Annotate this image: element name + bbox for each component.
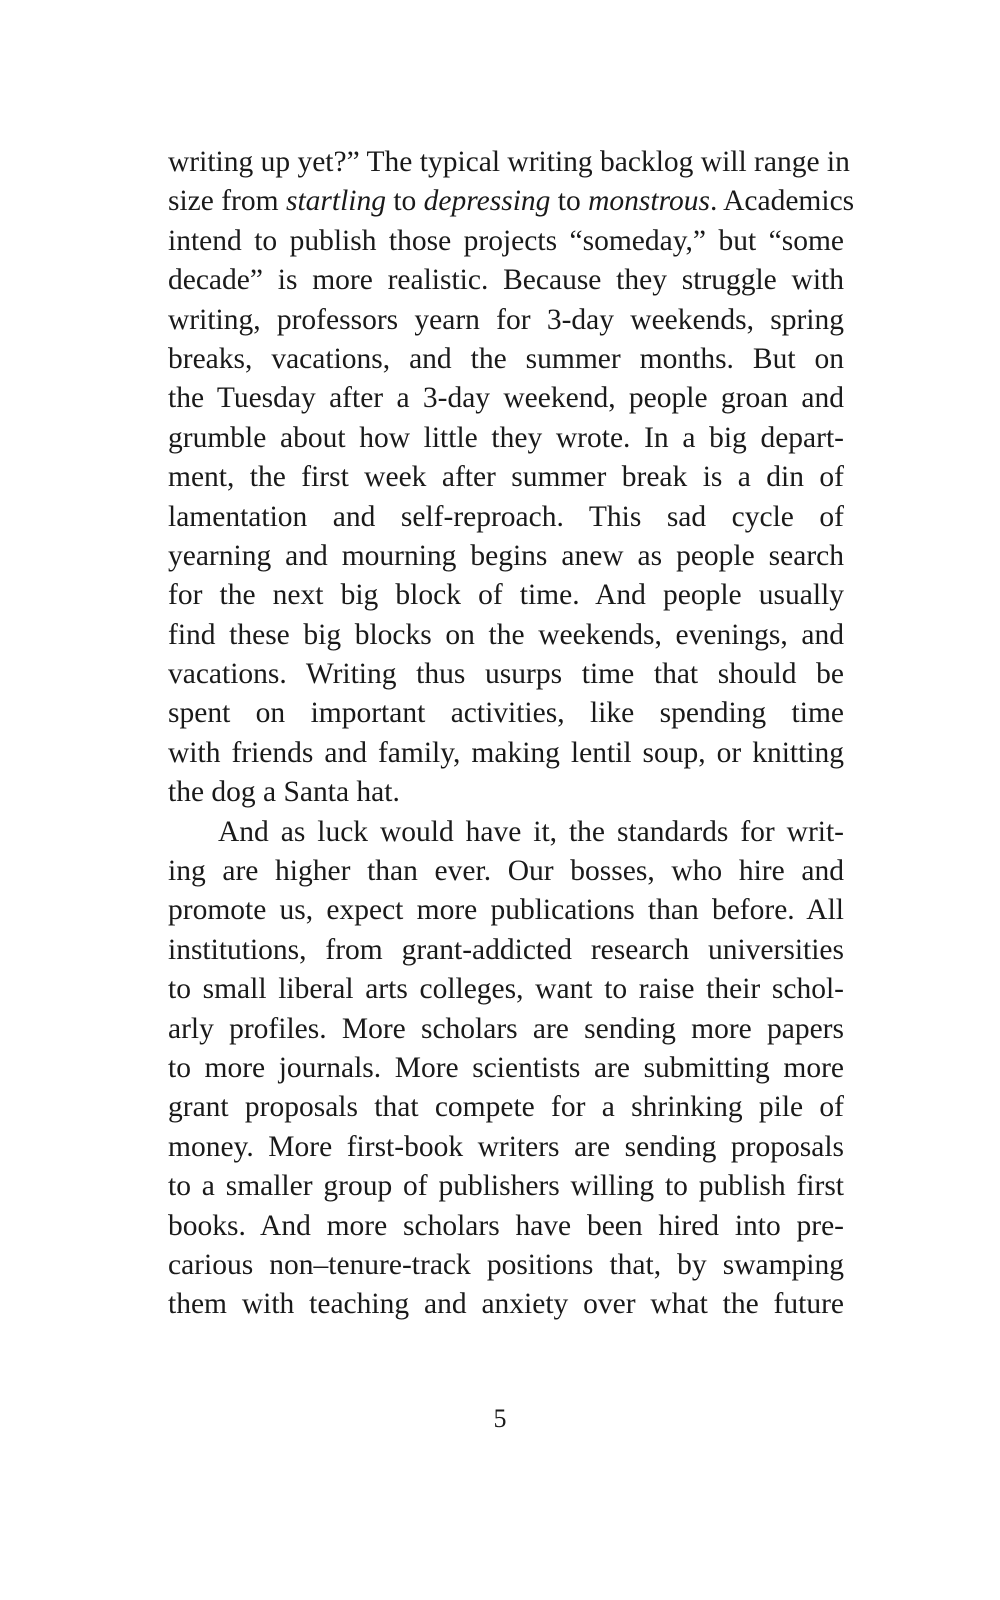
text-line: breaks, vacations, and the summer months. But on — [168, 342, 844, 375]
text-line: books. And more scholars have been hired into pre- — [168, 1209, 844, 1242]
paragraph-1 — [168, 143, 855, 813]
text-line: ing are higher than ever. Our bosses, who hire and — [168, 855, 844, 888]
text-line: writing, professors yearn for 3-day weekends, spring — [168, 303, 844, 336]
text-line-with-italics: size from startling to depressing to monstrous. Academics — [168, 185, 855, 218]
text-line: And as luck would have it, the standards for writ- — [218, 815, 844, 848]
text-line: grumble about how little they wrote. In a big depart- — [168, 421, 844, 454]
text-line: grant proposals that compete for a shrinking pile of — [168, 1091, 844, 1124]
text-line: vacations. Writing thus usurps time that should be — [168, 658, 844, 691]
text-line: to small liberal arts colleges, want to raise their schol- — [168, 973, 844, 1006]
text-line: to more journals. More scientists are submitting more — [168, 1051, 844, 1084]
page-number: 5 — [493, 1404, 507, 1433]
text-line: ment, the first week after summer break is a din of — [168, 461, 844, 494]
text-line: for the next big block of time. And people usually — [168, 579, 844, 612]
italic-word-monstrous: monstrous — [588, 185, 710, 218]
italic-word-startling: startling — [285, 185, 386, 218]
text-line: yearning and mourning begins anew as people search — [168, 539, 844, 572]
text-line: spent on important activities, like spending time — [168, 697, 844, 730]
text-line: find these big blocks on the weekends, evenings, and — [168, 618, 844, 651]
text-line: lamentation and self-reproach. This sad cycle of — [168, 500, 844, 533]
text-line: carious non–tenure-track positions that, by swamping — [168, 1248, 844, 1281]
text-line: promote us, expect more publications than before. All — [168, 894, 844, 927]
paragraph-2 — [168, 813, 844, 1325]
text-line: intend to publish those projects “someday,” but “some — [168, 224, 844, 257]
text-line: writing up yet?” The typical writing backlog will range in — [168, 146, 850, 178]
text-line: decade” is more realistic. Because they struggle with — [168, 264, 844, 297]
body-text — [168, 143, 855, 1325]
text-line: arly profiles. More scholars are sending more papers — [168, 1012, 844, 1045]
italic-word-depressing: depressing — [423, 185, 551, 218]
text-line: institutions, from grant-addicted research universities — [168, 933, 844, 966]
text-line: with friends and family, making lentil soup, or knitting — [168, 736, 844, 769]
text-line: to a smaller group of publishers willing to publish first — [168, 1170, 844, 1203]
text-line: money. More first-book writers are sending proposals — [168, 1130, 844, 1163]
text-line: the Tuesday after a 3-day weekend, people groan and — [168, 382, 844, 415]
text-line: the dog a Santa hat. — [168, 776, 400, 809]
text-line: them with teaching and anxiety over what the future — [168, 1288, 844, 1321]
